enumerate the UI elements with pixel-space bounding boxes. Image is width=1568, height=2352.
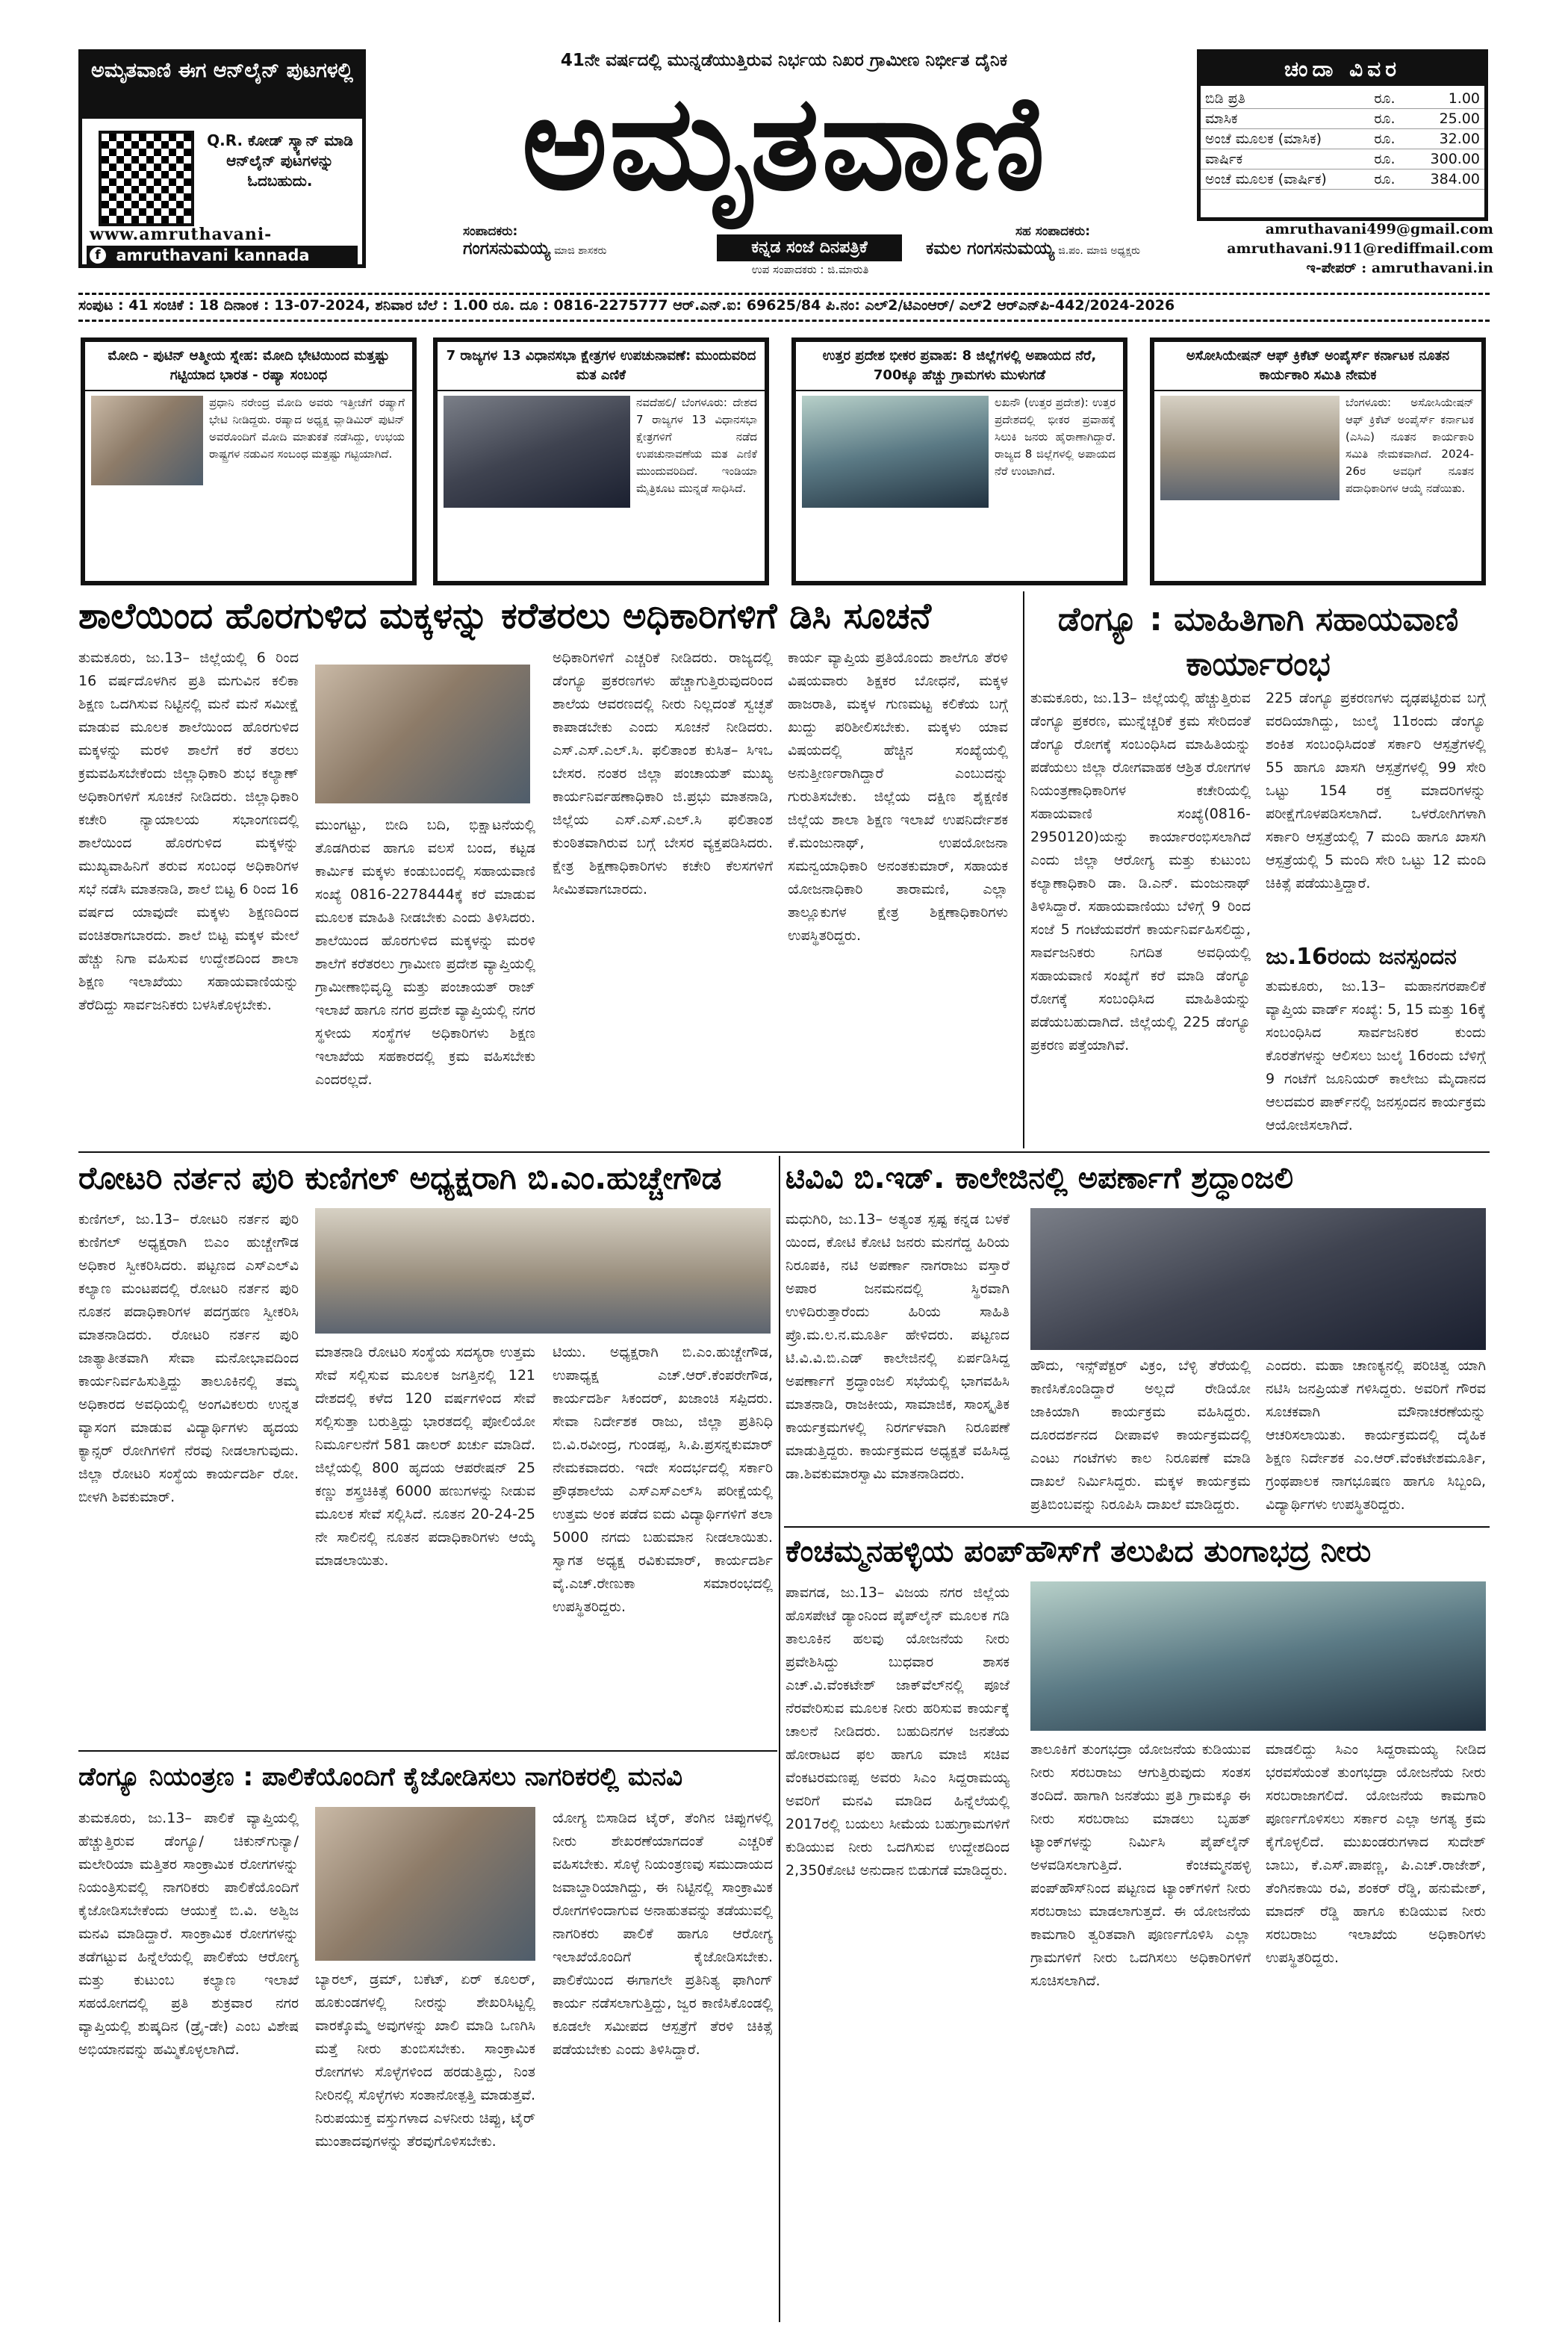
- strip-story-photo: [802, 396, 989, 508]
- article-5-col-3: ಎಂದರು. ಮಹಾ ಚಾಣಕ್ಯನಲ್ಲಿ ಪರಿಚಿತ್ವ ಯಾಗಿ ನಟಿಸಿ ಜನಪ್ರಿಯತೆ ಗಳಿಸಿದ್ದರು. ಅವರಿಗೆ ಗೌರವ ಸೂಚಕವಾಗಿ ಮೌನಾಚರಣೆಯನ್ನು ಆಚರಿಸಲಾಯಿತು. ಕಾರ್ಯಕ್ರಮದಲ್ಲಿ ದೈಹಿಕ ಶಿಕ್ಷಣ ನಿರ್ದೇಶಕ ಎಂ.ಆರ್.ವೆಂಕಟೇಶಮೂರ್ತಿ, ಗ್ರಂಥಪಾಲಕ ನಾಗಭೂಷಣ ಹಾಗೂ ಸಿಬ್ಬಂದಿ, ವಿದ್ಯಾರ್ಥಿಗಳು ಉಪಸ್ಥಿತರಿದ್ದರು.: [1266, 1357, 1486, 1513]
- strip-story-title: 7 ರಾಜ್ಯಗಳ 13 ವಿಧಾನಸಭಾ ಕ್ಷೇತ್ರಗಳ ಉಪಚುನಾವಣೆ: ಮುಂದುವರಿದ ಮತ ಎಣಿಕೆ: [438, 342, 765, 391]
- article-2-col-1: ಕುಣಿಗಲ್, ಜು.13– ರೋಟರಿ ನರ್ತನ ಪುರಿ ಕುಣಿಗಲ್ ಅಧ್ಯಕ್ಷರಾಗಿ ಬಿಎಂ ಹುಚ್ಚೇಗೌಡ ಅಧಿಕಾರ ಸ್ವೀಕರಿಸಿದರು. ಪಟ್ಟಣದ ಎಸ್‌ಎಲ್‌ವಿ ಕಲ್ಯಾಣ ಮಂಟಪದಲ್ಲಿ ರೋಟರಿ ನರ್ತನ ಪುರಿ ನೂತನ ಪದಾಧಿಕಾರಿಗಳ ಪದಗ್ರಹಣ ಸ್ವೀಕರಿಸಿ ಮಾತನಾಡಿದರು. ರೋಟರಿ ನರ್ತನ ಪುರಿ ಜಾತ್ಯಾತೀತವಾಗಿ ಸೇವಾ ಮನೋಭಾವದಿಂದ ಕಾರ್ಯನಿರ್ವಹಿಸುತ್ತಿದ್ದು ತಾಲೂಕಿನಲ್ಲಿ ತಮ್ಮ ಅಧಿಕಾರದ ಅವಧಿಯಲ್ಲಿ ಅಂಗವಿಕಲರು ಉನ್ನತ ವ್ಯಾಸಂಗ ಮಾಡುವ ವಿದ್ಯಾರ್ಥಿಗಳು ಹೃದಯ ಕ್ಯಾನ್ಸರ್ ರೋಗಿಗಳಿಗೆ ನೆರವು ನೀಡಲಾಗುವುದು. ಜಿಲ್ಲಾ ರೋಟರಿ ಸಂಸ್ಥೆಯ ಕಾರ್ಯದರ್ಶಿ ರೋ. ಬೀಳಗಿ ಶಿವಕುಮಾರ್.: [78, 1211, 299, 1505]
- strip-story-1[interactable]: [81, 337, 417, 585]
- co-editor-block: [926, 224, 1202, 258]
- strip-story-text: ಲಖನೌ (ಉತ್ತರ ಪ್ರದೇಶ): ಉತ್ತರ ಪ್ರದೇಶದಲ್ಲಿ ಭೀಕರ ಪ್ರವಾಹಕ್ಕೆ ಸಿಲುಕಿ ಜನರು ಹೈರಾಣಾಗಿದ್ದಾರೆ. ರಾಜ್ಯದ 8 ಜಿಲ್ಲೆಗಳಲ್ಲಿ ಅಪಾಯದ ನೆರೆ ಉಂಟಾಗಿದೆ.: [995, 396, 1116, 478]
- article-1-col-3: ಅಧಿಕಾರಿಗಳಿಗೆ ಎಚ್ಚರಿಕೆ ನೀಡಿದರು. ರಾಜ್ಯದಲ್ಲಿ ಡೆಂಗ್ಯೂ ಪ್ರಕರಣಗಳು ಹೆಚ್ಚಾಗುತ್ತಿರುವುದರಿಂದ ಶಾಲೆಯ ಆವರಣದಲ್ಲಿ ನೀರು ನಿಲ್ಲದಂತೆ ಸ್ವಚ್ಛತೆ ಕಾಪಾಡಬೇಕು ಎಂದು ಸೂಚನೆ ನೀಡಿದರು. ಎಸ್.ಎಸ್.ಎಲ್.ಸಿ. ಫಲಿತಾಂಶ ಕುಸಿತ– ಸಿಇಒ ಬೇಸರ. ನಂತರ ಜಿಲ್ಲಾ ಪಂಚಾಯತ್ ಮುಖ್ಯ ಕಾರ್ಯನಿರ್ವಹಣಾಧಿಕಾರಿ ಜಿ.ಪ್ರಭು ಮಾತನಾಡಿ, ಜಿಲ್ಲೆಯ ಎಸ್.ಎಸ್.ಎಲ್.ಸಿ ಫಲಿತಾಂಶ ಕುಂಠಿತವಾಗಿರುವ ಬಗ್ಗೆ ಬೇಸರ ವ್ಯಕ್ತಪಡಿಸಿದರು. ಕ್ಷೇತ್ರ ಶಿಕ್ಷಣಾಧಿಕಾರಿಗಳು ಕಚೇರಿ ಕೆಲಸಗಳಿಗೆ ಸೀಮಿತವಾಗಬಾರದು.: [553, 650, 773, 897]
- editor-label: ಸಂಪಾದಕರು:: [463, 224, 518, 239]
- subscription-label: ಅಂಚೆ ಮೂಲಕ (ವಾರ್ಷಿಕ): [1201, 169, 1369, 190]
- subscription-label: ಮಾಸಿಕ: [1201, 109, 1369, 129]
- section-divider: [78, 1151, 1490, 1153]
- subscription-label: ಅಂಚೆ ಮೂಲಕ (ಮಾಸಿಕ): [1201, 129, 1369, 149]
- strip-story-title: ಉತ್ತರ ಪ್ರದೇಶ ಭೀಕರ ಪ್ರವಾಹ: 8 ಜಿಲ್ಲೆಗಳಲ್ಲಿ ಅಪಾಯದ ನೆರೆ, 700ಕ್ಕೂ ಹೆಚ್ಚು ಗ್ರಾಮಗಳು ಮುಳುಗಡೆ: [796, 342, 1123, 391]
- article-6-headline[interactable]: ಕೆಂಚಮ್ಮನಹಳ್ಳಿಯ ಪಂಪ್‌ಹೌಸ್‌ಗೆ ತಲುಪಿದ ತುಂಗಾಭದ್ರ ನೀರು: [785, 1534, 1372, 1569]
- section-divider: [78, 1750, 777, 1752]
- column-divider: [779, 1156, 780, 2322]
- article-2-photo: [315, 1208, 771, 1334]
- co-editor-note: ಜಿ.ಪಂ. ಮಾಜಿ ಅಧ್ಯಕ್ಷರು: [1058, 245, 1141, 257]
- article-1-col-4: ಕಾರ್ಯ ವ್ಯಾಪ್ತಿಯ ಪ್ರತಿಯೊಂದು ಶಾಲೆಗೂ ತೆರಳಿ ವಿಷಯವಾರು ಶಿಕ್ಷಕರ ಬೋಧನೆ, ಮಕ್ಕಳ ಹಾಜರಾತಿ, ಮಕ್ಕಳ ಗುಣಮಟ್ಟ ಕಲಿಕೆಯ ಬಗ್ಗೆ ಖುದ್ದು ಪರಿಶೀಲಿಸಬೇಕು. ಮಕ್ಕಳು ಯಾವ ವಿಷಯದಲ್ಲಿ ಹೆಚ್ಚಿನ ಸಂಖ್ಯೆಯಲ್ಲಿ ಅನುತ್ತೀರ್ಣರಾಗಿದ್ದಾರೆ ಎಂಬುದನ್ನು ಗುರುತಿಸಬೇಕು. ಜಿಲ್ಲೆಯ ದಕ್ಷಿಣ ಶೈಕ್ಷಣಿಕ ಜಿಲ್ಲೆಯ ಶಾಲಾ ಶಿಕ್ಷಣ ಇಲಾಖೆ ಉಪನಿರ್ದೇಶಕ ಕೆ.ಮಂಜುನಾಥ್, ಉಪಯೋಜನಾ ಸಮನ್ವಯಾಧಿಕಾರಿ ಅನಂತಕುಮಾರ್, ಸಹಾಯಕ ಯೋಜನಾಧಿಕಾರಿ ತಾರಾಮಣಿ, ಎಲ್ಲಾ ತಾಲ್ಲೂಕುಗಳ ಕ್ಷೇತ್ರ ಶಿಕ್ಷಣಾಧಿಕಾರಿಗಳು ಉಪಸ್ಥಿತರಿದ್ದರು.: [788, 650, 1008, 944]
- column-divider: [1023, 591, 1024, 1148]
- subscription-row: [1201, 89, 1484, 109]
- article-5-headline[interactable]: ಟಿವಿವಿ ಬಿ.ಇಡ್. ಕಾಲೇಜಿನಲ್ಲಿ ಅಪರ್ಣಾಗೆ ಶ್ರದ್ಧಾಂಜಲಿ: [785, 1161, 1294, 1195]
- epaper-link[interactable]: ಇ-ಪೇಪರ್ : amruthavani.in: [1306, 260, 1493, 276]
- article-3-col-3: ಯೋಗ್ಯ ಬಿಸಾಡಿದ ಟೈರ್, ತೆಂಗಿನ ಚಿಪ್ಪುಗಳಲ್ಲಿ ನೀರು ಶೇಖರಣೆಯಾಗದಂತೆ ಎಚ್ಚರಿಕೆ ವಹಿಸಬೇಕು. ಸೊಳ್ಳೆ ನಿಯಂತ್ರಣವು ಸಮುದಾಯದ ಜವಾಬ್ದಾರಿಯಾಗಿದ್ದು, ಈ ನಿಟ್ಟಿನಲ್ಲಿ ಸಾಂಕ್ರಾಮಿಕ ರೋಗಗಳಿಂದಾಗುವ ಅನಾಹುತವನ್ನು ತಡೆಯುವಲ್ಲಿ ನಾಗರಿಕರು ಪಾಲಿಕೆ ಹಾಗೂ ಆರೋಗ್ಯ ಇಲಾಖೆಯೊಂದಿಗೆ ಕೈಜೋಡಿಸಬೇಕು. ಪಾಲಿಕೆಯಿಂದ ಈಗಾಗಲೇ ಪ್ರತಿನಿತ್ಯ ಫಾಗಿಂಗ್ ಕಾರ್ಯ ನಡೆಸಲಾಗುತ್ತಿದ್ದು, ಜ್ವರ ಕಾಣಿಸಿಕೊಂಡಲ್ಲಿ ಕೂಡಲೇ ಸಮೀಪದ ಆಸ್ಪತ್ರೆಗೆ ತೆರಳಿ ಚಿಕಿತ್ಸೆ ಪಡೆಯಬೇಕು ಎಂದು ತಿಳಿಸಿದ್ದಾರೆ.: [553, 1810, 773, 2058]
- subscription-cur: ರೂ.: [1369, 169, 1408, 190]
- qr-promo-box: [78, 49, 366, 268]
- article-4-sub-text: ತುಮಕೂರು, ಜು.13– ಮಹಾನಗರಪಾಲಿಕೆ ವ್ಯಾಪ್ತಿಯ ವಾರ್ಡ್ ಸಂಖ್ಯೆ: 5, 15 ಮತ್ತು 16ಕ್ಕೆ ಸಂಬಂಧಿಸಿದ ಸಾರ್ವಜನಿಕರ ಕುಂದು ಕೊರತೆಗಳನ್ನು ಆಲಿಸಲು ಜುಲೈ 16ರಂದು ಬೆಳಿಗ್ಗೆ 9 ಗಂಟೆಗೆ ಜೂನಿಯರ್ ಕಾಲೇಜು ಮೈದಾನದ ಆಲದಮರ ಪಾರ್ಕ್‌ನಲ್ಲಿ ಜನಸ್ಪಂದನ ಕಾರ್ಯಕ್ರಮ ಆಯೋಜಿಸಲಾಗಿದೆ.: [1266, 978, 1486, 1133]
- strip-story-title: ಮೋದಿ - ಪುಟಿನ್ ಆತ್ಮೀಯ ಸ್ನೇಹ: ಮೋದಿ ಭೇಟಿಯಿಂದ ಮತ್ತಷ್ಟು ಗಟ್ಟಿಯಾದ ಭಾರತ - ರಷ್ಯಾ ಸಂಬಂಧ: [85, 342, 412, 391]
- strip-story-text: ನವದೆಹಲಿ/ ಬೆಂಗಳೂರು: ದೇಶದ 7 ರಾಜ್ಯಗಳ 13 ವಿಧಾನಸಭಾ ಕ್ಷೇತ್ರಗಳಿಗೆ ನಡೆದ ಉಪಚುನಾವಣೆಯ ಮತ ಎಣಿಕೆ ಮುಂದುವರಿದಿದೆ. ಇಂಡಿಯಾ ಮೈತ್ರಿಕೂಟ ಮುನ್ನಡೆ ಸಾಧಿಸಿದೆ.: [636, 396, 757, 495]
- article-6-col-1: ಪಾವಗಡ, ಜು.13– ವಿಜಯ ನಗರ ಜಿಲ್ಲೆಯ ಹೊಸಪೇಟೆ ಡ್ಯಾಂನಿಂದ ಪೈಪ್‌ಲೈನ್ ಮೂಲಕ ಗಡಿ ತಾಲೂಕಿನ ಹಲವು ಯೋಜನೆಯ ನೀರು ಪ್ರವೇಶಿಸಿದ್ದು ಬುಧವಾರ ಶಾಸಕ ಎಚ್.ವಿ.ವೆಂಕಟೇಶ್ ಜಾಕ್‌ವೆಲ್‌ನಲ್ಲಿ ಪೂಜೆ ನೆರವೇರಿಸುವ ಮೂಲಕ ನೀರು ಹರಿಸುವ ಕಾರ್ಯಕ್ಕೆ ಚಾಲನೆ ನೀಡಿದರು. ಬಹುದಿನಗಳ ಜನತೆಯ ಹೋರಾಟದ ಫಲ ಹಾಗೂ ಮಾಜಿ ಸಚಿವ ವೆಂಕಟರಮಣಪ್ಪ ಅವರು ಸಿಎಂ ಸಿದ್ದರಾಮಯ್ಯ ಅವರಿಗೆ ಮನವಿ ಮಾಡಿದ ಹಿನ್ನೆಲೆಯಲ್ಲಿ 2017ರಲ್ಲಿ ಬಯಲು ಸೀಮೆಯ ಬಹುಗ್ರಾಮಗಳಿಗೆ ಕುಡಿಯುವ ನೀರು ಒದಗಿಸುವ ಉದ್ದೇಶದಿಂದ 2,350ಕೋಟಿ ಅನುದಾನ ಬಿಡುಗಡೆ ಮಾಡಿದ್ದರು.: [785, 1584, 1009, 1879]
- article-1-headline[interactable]: ಶಾಲೆಯಿಂದ ಹೊರಗುಳಿದ ಮಕ್ಕಳನ್ನು ಕರೆತರಲು ಅಧಿಕಾರಿಗಳಿಗೆ ಡಿಸಿ ಸೂಚನೆ: [78, 595, 932, 637]
- website-link[interactable]: www.amruthavani-: [90, 225, 273, 244]
- subscription-cur: ರೂ.: [1369, 89, 1408, 109]
- email-1[interactable]: amruthavani499@gmail.com: [1265, 221, 1493, 237]
- subscription-cur: ರೂ.: [1369, 109, 1408, 129]
- article-3-headline[interactable]: ಡೆಂಗ್ಯೂ ನಿಯಂತ್ರಣ : ಪಾಲಿಕೆಯೊಂದಿಗೆ ಕೈಜೋಡಿಸಲು ನಾಗರಿಕರಲ್ಲಿ ಮನವಿ: [78, 1762, 683, 1792]
- email-2[interactable]: amruthavani.911@rediffmail.com: [1227, 240, 1493, 257]
- article-2-col-3: ಟಿಯು. ಅಧ್ಯಕ್ಷರಾಗಿ ಬಿ.ಎಂ.ಹುಚ್ಚೇಗೌಡ, ಉಪಾಧ್ಯಕ್ಷ ಎಚ್.ಆರ್.ಕೆಂಪರೇಗೌಡ, ಕಾರ್ಯದರ್ಶಿ ಸಿಕಂದರ್, ಖಜಾಂಚಿ ಸಪ್ಪಿದರು. ಸೇವಾ ನಿರ್ದೇಶಕ ರಾಜು, ಜಿಲ್ಲಾ ಪ್ರತಿನಿಧಿ ಬಿ.ವಿ.ರವೀಂದ್ರ, ಗುಂಡಪ್ಪ, ಸಿ.ಪಿ.ಪ್ರಸನ್ನಕುಮಾರ್ ನೇಮಕವಾದರು. ಇದೇ ಸಂದರ್ಭದಲ್ಲಿ ಸರ್ಕಾರಿ ಪ್ರೌಢಶಾಲೆಯ ಎಸ್‌ಎಸ್‌ಎಲ್‌ಸಿ ಪರೀಕ್ಷೆಯಲ್ಲಿ ಉತ್ತಮ ಅಂಕ ಪಡೆದ ಐದು ವಿದ್ಯಾರ್ಥಿಗಳಿಗೆ ತಲಾ 5000 ನಗದು ಬಹುಮಾನ ನೀಡಲಾಯಿತು. ಸ್ವಾಗತ ಅಧ್ಯಕ್ಷ ರವಿಕುಮಾರ್, ಕಾರ್ಯದರ್ಶಿ ವೈ.ಎಚ್.ರೇಣುಕಾ ಸಮಾರಂಭದಲ್ಲಿ ಉಪಸ್ಥಿತರಿದ್ದರು.: [553, 1344, 773, 1615]
- subscription-amount: 300.00: [1408, 149, 1484, 169]
- article-6-col-2: ತಾಲೂಕಿಗೆ ತುಂಗಭದ್ರಾ ಯೋಜನೆಯ ಕುಡಿಯುವ ನೀರು ಸರಬರಾಜು ಆಗುತ್ತಿರುವುದು ಸಂತಸ ತಂದಿದೆ. ಹಾಗಾಗಿ ಜನತೆಯು ಪ್ರತಿ ಗ್ರಾಮಕ್ಕೂ ಈ ನೀರು ಸರಬರಾಜು ಮಾಡಲು ಬೃಹತ್ ಟ್ಯಾಂಕ್‌ಗಳನ್ನು ನಿರ್ಮಿಸಿ ಪೈಪ್‌ಲೈನ್ ಅಳವಡಿಸಲಾಗುತ್ತಿದೆ. ಕೆಂಚಮ್ಮನಹಳ್ಳಿ ಪಂಪ್‌ಹೌಸ್‌ನಿಂದ ಪಟ್ಟಣದ ಟ್ಯಾಂಕ್‌ಗಳಿಗೆ ನೀರು ಸರಬರಾಜು ಮಾಡಲಾಗುತ್ತದೆ. ಈ ಯೋಜನೆಯ ಕಾಮಗಾರಿ ತ್ವರಿತವಾಗಿ ಪೂರ್ಣಗೊಳಿಸಿ ಎಲ್ಲಾ ಗ್ರಾಮಗಳಿಗೆ ನೀರು ಒದಗಿಸಲು ಅಧಿಕಾರಿಗಳಿಗೆ ಸೂಚಿಸಲಾಗಿದೆ.: [1030, 1741, 1251, 1989]
- article-6-col-3: ಮಾಡಲಿದ್ದು ಸಿಎಂ ಸಿದ್ದರಾಮಯ್ಯ ನೀಡಿದ ಭರವಸೆಯಂತೆ ತುಂಗಭದ್ರಾ ಯೋಜನೆಯ ನೀರು ಸರಬರಾಜಾಗಲಿದೆ. ಯೋಜನೆಯ ಕಾಮಗಾರಿ ಪೂರ್ಣಗೊಳಿಸಲು ಸರ್ಕಾರ ಎಲ್ಲಾ ಅಗತ್ಯ ಕ್ರಮ ಕೈಗೊಳ್ಳಲಿದೆ. ಮುಖಂಡರುಗಳಾದ ಸುದೇಶ್ ಬಾಬು, ಕೆ.ಎಸ್.ಪಾಪಣ್ಣ, ಪಿ.ಎಚ್.ರಾಜೇಶ್, ತೆಂಗಿನಕಾಯಿ ರವಿ, ಶಂಕರ್ ರೆಡ್ಡಿ, ಹನುಮೇಶ್, ಮಾದನ್ ರೆಡ್ಡಿ ಹಾಗೂ ಕುಡಿಯುವ ನೀರು ಸರಬರಾಜು ಇಲಾಖೆಯ ಅಧಿಕಾರಿಗಳು ಉಪಸ್ಥಿತರಿದ್ದರು.: [1266, 1741, 1486, 1966]
- article-3-col-1: ತುಮಕೂರು, ಜು.13– ಪಾಲಿಕೆ ವ್ಯಾಪ್ತಿಯಲ್ಲಿ ಹೆಚ್ಚುತ್ತಿರುವ ಡೆಂಗ್ಯೂ/ ಚಿಕುನ್‌ಗುನ್ಯಾ/ ಮಲೇರಿಯಾ ಮತ್ತಿತರ ಸಾಂಕ್ರಾಮಿಕ ರೋಗಗಳನ್ನು ನಿಯಂತ್ರಿಸುವಲ್ಲಿ ನಾಗರಿಕರು ಪಾಲಿಕೆಯೊಂದಿಗೆ ಕೈಜೋಡಿಸಬೇಕೆಂದು ಆಯುಕ್ತೆ ಬಿ.ವಿ. ಅಶ್ವಿಜ ಮನವಿ ಮಾಡಿದ್ದಾರೆ. ಸಾಂಕ್ರಾಮಿಕ ರೋಗಗಳನ್ನು ತಡೆಗಟ್ಟುವ ಹಿನ್ನೆಲೆಯಲ್ಲಿ ಪಾಲಿಕೆಯ ಆರೋಗ್ಯ ಮತ್ತು ಕುಟುಂಬ ಕಲ್ಯಾಣ ಇಲಾಖೆ ಸಹಯೋಗದಲ್ಲಿ ಪ್ರತಿ ಶುಕ್ರವಾರ ನಗರ ವ್ಯಾಪ್ತಿಯಲ್ಲಿ ಶುಷ್ಕದಿನ (ಡ್ರೈ-ಡೇ) ಎಂಬ ವಿಶೇಷ ಅಭಿಯಾನವನ್ನು ಹಮ್ಮಿಕೊಳ್ಳಲಾಗಿದೆ.: [78, 1810, 299, 2058]
- subscription-amount: 384.00: [1408, 169, 1484, 190]
- facebook-handle: amruthavani kannada: [116, 246, 310, 264]
- article-5-col-1: ಮಧುಗಿರಿ, ಜು.13– ಅತ್ಯಂತ ಸ್ಪಷ್ಟ ಕನ್ನಡ ಬಳಕೆ ಯಿಂದ, ಕೋಟಿ ಕೋಟಿ ಜನರು ಮನಗೆದ್ದ ಹಿರಿಯ ನಿರೂಪಕಿ, ನಟಿ ಅಪರ್ಣಾ ನಾಗರಾಜು ವಸ್ತಾರೆ ಅಪಾರ ಜನಮನದಲ್ಲಿ ಸ್ಥಿರವಾಗಿ ಉಳಿದಿರುತ್ತಾರೆಂದು ಹಿರಿಯ ಸಾಹಿತಿ ಪ್ರೊ.ಮ.ಲ.ನ.ಮೂರ್ತಿ ಹೇಳಿದರು. ಪಟ್ಟಣದ ಟಿ.ವಿ.ವಿ.ಬಿ.ಎಡ್ ಕಾಲೇಜಿನಲ್ಲಿ ಏರ್ಪಡಿಸಿದ್ದ ಅಪರ್ಣಾಗೆ ಶ್ರದ್ಧಾಂಜಲಿ ಸಭೆಯಲ್ಲಿ ಭಾಗವಹಿಸಿ ಮಾತನಾಡಿ, ರಾಜಕೀಯ, ಸಾಮಾಜಿಕ, ಸಾಂಸ್ಕೃತಿಕ ಕಾರ್ಯಕ್ರಮಗಳಲ್ಲಿ ನಿರರ್ಗಳವಾಗಿ ನಿರೂಪಣೆ ಮಾಡುತ್ತಿದ್ದರು. ಕಾರ್ಯಕ್ರಮದ ಅಧ್ಯಕ್ಷತೆ ವಹಿಸಿದ್ದ ಡಾ.ಶಿವಕುಮಾರಸ್ವಾಮಿ ಮಾತನಾಡಿದರು.: [785, 1211, 1009, 1482]
- strip-story-text: ಬೆಂಗಳೂರು: ಅಸೋಸಿಯೇಷನ್ ಆಫ್ ಕ್ರಿಕೆಟ್ ಅಂಪೈರ್ಸ್ ಕರ್ನಾಟಕ (ಎಸಿಎ) ನೂತನ ಕಾರ್ಯಕಾರಿ ಸಮಿತಿ ನೇಮಕವಾಗಿದೆ. 2024-26ರ ಅವಧಿಗೆ ನೂತನ ಪದಾಧಿಕಾರಿಗಳ ಆಯ್ಕೆ ನಡೆಯಿತು.: [1345, 396, 1474, 495]
- editor-block: [463, 224, 709, 258]
- strip-story-2[interactable]: [433, 337, 769, 585]
- strip-story-photo: [444, 396, 630, 508]
- editor-note: ಮಾಜಿ ಶಾಸಕರು: [554, 245, 607, 257]
- article-4-headline[interactable]: ಡೆಂಗ್ಯೂ : ಮಾಹಿತಿಗಾಗಿ ಸಹಾಯವಾಣಿ ಕಾರ್ಯಾರಂಭ: [1057, 600, 1459, 683]
- subscription-table: [1201, 89, 1484, 190]
- editor-name: ಗಂಗಸನುಮಯ್ಯ: [463, 239, 551, 258]
- strip-story-photo: [91, 396, 203, 485]
- strip-story-photo: [1160, 396, 1340, 500]
- strip-story-3[interactable]: [791, 337, 1127, 585]
- dateline-rule-bottom: [78, 320, 1490, 322]
- subscription-amount: 32.00: [1408, 129, 1484, 149]
- article-2-col-2: ಮಾತನಾಡಿ ರೋಟರಿ ಸಂಸ್ಥೆಯ ಸದಸ್ಯರಾ ಉತ್ತಮ ಸೇವೆ ಸಲ್ಲಿಸುವ ಮೂಲಕ ಜಗತ್ತಿನಲ್ಲಿ 121 ದೇಶದಲ್ಲಿ ಕಳೆದ 120 ವರ್ಷಗಳಿಂದ ಸೇವೆ ಸಲ್ಲಿಸುತ್ತಾ ಬರುತ್ತಿದ್ದು ಭಾರತದಲ್ಲಿ ಪೋಲಿಯೋ ನಿರ್ಮೂಲನೆಗೆ 581 ಡಾಲರ್ ಖರ್ಚು ಮಾಡಿದೆ. ಜಿಲ್ಲೆಯಲ್ಲಿ 800 ಹೃದಯ ಆಪರೇಷನ್ 25 ಕಣ್ಣು ಶಸ್ತ್ರಚಿಕಿತ್ಸೆ 6000 ಹಣುಗಳನ್ನು ನೀಡುವ ಮೂಲಕ ಸೇವೆ ಸಲ್ಲಿಸಿದೆ. ನೂತನ 20-24-25 ನೇ ಸಾಲಿನಲ್ಲಿ ನೂತನ ಪದಾಧಿಕಾರಿಗಳು ಆಯ್ಕೆ ಮಾಡಲಾಯಿತು.: [315, 1344, 535, 1569]
- subscription-row: [1201, 169, 1484, 190]
- article-6-photo: [1030, 1581, 1486, 1731]
- article-3-photo: [315, 1807, 535, 1961]
- qr-code-icon[interactable]: [99, 131, 194, 226]
- article-1-photo: [315, 665, 530, 803]
- strip-story-text: ಪ್ರಧಾನಿ ನರೇಂದ್ರ ಮೋದಿ ಅವರು ಇತ್ತೀಚೆಗೆ ರಷ್ಯಾಗೆ ಭೇಟಿ ನೀಡಿದ್ದರು. ರಷ್ಯಾದ ಅಧ್ಯಕ್ಷ ವ್ಲಾಡಿಮಿರ್ ಪುಟಿನ್ ಅವರೊಂದಿಗೆ ಮೋದಿ ಮಾತುಕತೆ ನಡೆಸಿದ್ದು, ಉಭಯ ರಾಷ್ಟ್ರಗಳ ನಡುವಿನ ಸಂಬಂಧ ಮತ್ತಷ್ಟು ಗಟ್ಟಿಯಾಗಿದೆ.: [209, 396, 405, 461]
- subscription-amount: 25.00: [1408, 109, 1484, 129]
- article-5-photo: [1030, 1208, 1486, 1350]
- subscription-row: [1201, 149, 1484, 169]
- masthead-tagline: 41ನೇ ವರ್ಷದಲ್ಲಿ ಮುನ್ನಡೆಯುತ್ತಿರುವ ನಿರ್ಭಯ ನಿಖರ ಗ್ರಾಮೀಣ ನಿರ್ಭೀತ ದೈನಿಕ: [560, 51, 1008, 70]
- article-3-col-2: ಬ್ಯಾರಲ್, ಡ್ರಮ್, ಬಕೆಟ್, ಏರ್ ಕೂಲರ್, ಹೂಕುಂಡಗಳಲ್ಲಿ ನೀರನ್ನು ಶೇಖರಿಸಿಟ್ಟಲ್ಲಿ ವಾರಕ್ಕೊಮ್ಮೆ ಅವುಗಳನ್ನು ಖಾಲಿ ಮಾಡಿ ಒಣಗಿಸಿ ಮತ್ತೆ ನೀರು ತುಂಬಿಸಬೇಕು. ಸಾಂಕ್ರಾಮಿಕ ರೋಗಗಳು ಸೊಳ್ಳೆಗಳಿಂದ ಹರಡುತ್ತಿದ್ದು, ನಿಂತ ನೀರಿನಲ್ಲಿ ಸೊಳ್ಳೆಗಳು ಸಂತಾನೋತ್ಪತ್ತಿ ಮಾಡುತ್ತವೆ. ನಿರುಪಯುಕ್ತ ವಸ್ತುಗಳಾದ ಎಳನೀರು ಚಿಪ್ಪು, ಟೈರ್ ಮುಂತಾದವುಗಳನ್ನು ತೆರವುಗೊಳಿಸಬೇಕು.: [315, 1971, 535, 2150]
- subscription-label: ವಾರ್ಷಿಕ: [1201, 149, 1369, 169]
- subscription-amount: 1.00: [1408, 89, 1484, 109]
- section-divider: [784, 1526, 1490, 1528]
- article-1-col-1: ತುಮಕೂರು, ಜು.13– ಜಿಲ್ಲೆಯಲ್ಲಿ 6 ರಿಂದ 16 ವರ್ಷದೊಳಗಿನ ಪ್ರತಿ ಮಗುವಿನ ಕಲಿಕಾ ಶಿಕ್ಷಣ ಒದಗಿಸುವ ನಿಟ್ಟಿನಲ್ಲಿ ಮನೆ ಮನೆ ಸಮೀಕ್ಷೆ ಮಾಡುವ ಮೂಲಕ ಶಾಲೆಯಿಂದ ಹೊರಗುಳಿದ ಮಕ್ಕಳನ್ನು ಮರಳಿ ಶಾಲೆಗೆ ಕರೆ ತರಲು ಕ್ರಮವಹಿಸಬೇಕೆಂದು ಜಿಲ್ಲಾಧಿಕಾರಿ ಶುಭ ಕಲ್ಯಾಣ್ ಅಧಿಕಾರಿಗಳಿಗೆ ಸೂಚನೆ ನೀಡಿದರು. ಜಿಲ್ಲಾಧಿಕಾರಿ ಕಚೇರಿ ನ್ಯಾಯಾಲಯ ಸಭಾಂಗಣದಲ್ಲಿ ಶಾಲೆಯಿಂದ ಹೊರಗುಳಿದ ಮಕ್ಕಳನ್ನು ಮುಖ್ಯವಾಹಿನಿಗೆ ತರುವ ಸಂಬಂಧ ಅಧಿಕಾರಿಗಳ ಸಭೆ ನಡೆಸಿ ಮಾತನಾಡಿ, ಶಾಲೆ ಬಿಟ್ಟ 6 ರಿಂದ 16 ವರ್ಷದ ಯಾವುದೇ ಮಕ್ಕಳು ಶಿಕ್ಷಣದಿಂದ ವಂಚಿತರಾಗಬಾರದು. ಶಾಲೆ ಬಿಟ್ಟ ಮಕ್ಕಳ ಮೇಲೆ ಹೆಚ್ಚು ನಿಗಾ ವಹಿಸುವ ಉದ್ದೇಶದಿಂದ ಶಾಲಾ ಶಿಕ್ಷಣ ಇಲಾಖೆಯು ಸಹಾಯವಾಣಿಯನ್ನು ತೆರೆದಿದ್ದು ಸಾರ್ವಜನಿಕರು ಬಳಸಿಕೊಳ್ಳಬೇಕು.: [78, 650, 299, 1013]
- article-5-col-2: ಹೌದು, ಇನ್ಸ್‌ಪೆಕ್ಟರ್ ವಿಕ್ರಂ, ಬೆಳ್ಳಿ ತೆರೆಯಲ್ಲಿ ಕಾಣಿಸಿಕೊಂಡಿದ್ದಾರೆ ಅಲ್ಲದೆ ರೇಡಿಯೋ ಜಾಕಿಯಾಗಿ ಕಾರ್ಯಕ್ರಮ ವಹಿಸಿದ್ದರು. ದೂರದರ್ಶನದ ದೀಪಾವಳಿ ಕಾರ್ಯಕ್ರಮದಲ್ಲಿ ಎಂಟು ಗಂಟೆಗಳು ಕಾಲ ನಿರೂಪಣೆ ಮಾಡಿ ದಾಖಲೆ ನಿರ್ಮಿಸಿದ್ದರು. ಮಕ್ಕಳ ಕಾರ್ಯಕ್ರಮ ಪ್ರತಿಬಿಂಬವನ್ನು ನಿರೂಪಿಸಿ ದಾಖಲೆ ಮಾಡಿದ್ದರು.: [1030, 1357, 1251, 1513]
- masthead-title: ಅಮೃತವಾಣಿ: [521, 68, 1047, 220]
- article-1-col-2: ಮುಂಗಟ್ಟು, ಬೀದಿ ಬದಿ, ಭಿಕ್ಷಾಟನೆಯಲ್ಲಿ ತೊಡಗಿರುವ ಹಾಗೂ ವಲಸೆ ಬಂದ, ಕಟ್ಟಡ ಕಾರ್ಮಿಕ ಮಕ್ಕಳು ಕಂಡುಬಂದಲ್ಲಿ ಸಹಾಯವಾಣಿ ಸಂಖ್ಯೆ 0816-2278444ಕ್ಕೆ ಕರೆ ಮಾಡುವ ಮೂಲಕ ಮಾಹಿತಿ ನೀಡಬೇಕು ಎಂದು ತಿಳಿಸಿದರು. ಶಾಲೆಯಿಂದ ಹೊರಗುಳಿದ ಮಕ್ಕಳನ್ನು ಮರಳಿ ಶಾಲೆಗೆ ಕರೆತರಲು ಗ್ರಾಮೀಣ ಪ್ರದೇಶ ವ್ಯಾಪ್ತಿಯಲ್ಲಿ ಗ್ರಾಮೀಣಾಭಿವೃದ್ಧಿ ಮತ್ತು ಪಂಚಾಯತ್ ರಾಜ್ ಇಲಾಖೆ ಹಾಗೂ ನಗರ ಪ್ರದೇಶ ವ್ಯಾಪ್ತಿಯಲ್ಲಿ ನಗರ ಸ್ಥಳೀಯ ಸಂಸ್ಥೆಗಳ ಅಧಿಕಾರಿಗಳು ಶಿಕ್ಷಣ ಇಲಾಖೆಯ ಸಹಕಾರದಲ್ಲಿ ಕ್ರಮ ವಹಿಸಬೇಕು ಎಂದರಲ್ಲದೆ.: [315, 817, 535, 1088]
- subscription-label: ಬಿಡಿ ಪ್ರತಿ: [1201, 89, 1369, 109]
- subscription-box: [1197, 49, 1488, 221]
- subscription-row: [1201, 109, 1484, 129]
- assoc-editor: ಉಪ ಸಂಪಾದಕರು : ಜಿ.ಮಾರುತಿ: [751, 263, 869, 276]
- co-editor-label: ಸಹ ಸಂಪಾದಕರು:: [1015, 224, 1091, 239]
- facebook-bar[interactable]: [87, 246, 358, 265]
- strip-story-4[interactable]: [1150, 337, 1486, 585]
- subscription-row: [1201, 129, 1484, 149]
- masthead-subtitle: ಕನ್ನಡ ಸಂಜೆ ದಿನಪತ್ರಿಕೆ: [717, 234, 902, 261]
- subscription-title: ಚಂದಾ ವಿವರ: [1201, 53, 1484, 86]
- dateline-rule-top: [78, 293, 1490, 295]
- article-2-headline[interactable]: ರೋಟರಿ ನರ್ತನ ಪುರಿ ಕುಣಿಗಲ್ ಅಧ್ಯಕ್ಷರಾಗಿ ಬಿ.ಎಂ.ಹುಚ್ಚೇಗೌಡ: [78, 1160, 722, 1196]
- co-editor-name: ಕಮಲ ಗಂಗಸನುಮಯ್ಯ: [926, 239, 1055, 258]
- qr-promo-text: Q.R. ಕೋಡ್ ಸ್ಕ್ಯಾನ್ ಮಾಡಿ ಆನ್‌ಲೈನ್ ಪುಟಗಳನ್ನು ಓದಬಹುದು.: [207, 131, 353, 190]
- article-4-col-2: 225 ಡೆಂಗ್ಯೂ ಪ್ರಕರಣಗಳು ದೃಢಪಟ್ಟಿರುವ ಬಗ್ಗೆ ವರದಿಯಾಗಿದ್ದು, ಜುಲೈ 11ರಂದು ಡೆಂಗ್ಯೂ ಶಂಕಿತ ಸಂಬಂಧಿಸಿದಂತೆ ಸರ್ಕಾರಿ ಆಸ್ಪತ್ರೆಗಳಲ್ಲಿ 55 ಹಾಗೂ ಖಾಸಗಿ ಆಸ್ಪತ್ರೆಗಳಲ್ಲಿ 99 ಸೇರಿ ಒಟ್ಟು 154 ರಕ್ತ ಮಾದರಿಗಳನ್ನು ಪರೀಕ್ಷೆಗೊಳಪಡಿಸಲಾಗಿದೆ. ಒಳರೋಗಿಗಳಾಗಿ ಸರ್ಕಾರಿ ಆಸ್ಪತ್ರೆಯಲ್ಲಿ 7 ಮಂದಿ ಹಾಗೂ ಖಾಸಗಿ ಆಸ್ಪತ್ರೆಯಲ್ಲಿ 5 ಮಂದಿ ಸೇರಿ ಒಟ್ಟು 12 ಮಂದಿ ಚಿಕಿತ್ಸೆ ಪಡೆಯುತ್ತಿದ್ದಾರೆ.: [1266, 690, 1486, 892]
- article-4-col-1: ತುಮಕೂರು, ಜು.13– ಜಿಲ್ಲೆಯಲ್ಲಿ ಹೆಚ್ಚುತ್ತಿರುವ ಡೆಂಗ್ಯೂ ಪ್ರಕರಣ, ಮುನ್ನೆಚ್ಚರಿಕೆ ಕ್ರಮ ಸೇರಿದಂತೆ ಡೆಂಗ್ಯೂ ರೋಗಕ್ಕೆ ಸಂಬಂಧಿಸಿದ ಮಾಹಿತಿಯನ್ನು ಪಡೆಯಲು ಜಿಲ್ಲಾ ರೋಗವಾಹಕ ಆಶ್ರಿತ ರೋಗಗಳ ನಿಯಂತ್ರಣಾಧಿಕಾರಿಗಳ ಕಚೇರಿಯಲ್ಲಿ ಸಹಾಯವಾಣಿ ಸಂಖ್ಯೆ(0816-2950120)ಯನ್ನು ಕಾರ್ಯಾರಂಭಿಸಲಾಗಿದೆ ಎಂದು ಜಿಲ್ಲಾ ಆರೋಗ್ಯ ಮತ್ತು ಕುಟುಂಬ ಕಲ್ಯಾಣಾಧಿಕಾರಿ ಡಾ. ಡಿ.ಎನ್. ಮಂಜುನಾಥ್ ತಿಳಿಸಿದ್ದಾರೆ. ಸಹಾಯವಾಣಿಯು ಬೆಳಿಗ್ಗೆ 9 ರಿಂದ ಸಂಜೆ 5 ಗಂಟೆಯವರೆಗೆ ಕಾರ್ಯನಿರ್ವಹಿಸಲಿದ್ದು, ಸಾರ್ವಜನಿಕರು ನಿಗದಿತ ಅವಧಿಯಲ್ಲಿ ಸಹಾಯವಾಣಿ ಸಂಖ್ಯೆಗೆ ಕರೆ ಮಾಡಿ ಡೆಂಗ್ಯೂ ರೋಗಕ್ಕೆ ಸಂಬಂಧಿಸಿದ ಮಾಹಿತಿಯನ್ನು ಪಡೆಯಬಹುದಾಗಿದೆ. ಜಿಲ್ಲೆಯಲ್ಲಿ 225 ಡೆಂಗ್ಯೂ ಪ್ರಕರಣ ಪತ್ತೆಯಾಗಿವೆ.: [1030, 690, 1251, 1054]
- article-4-sub-headline[interactable]: ಜು.16ರಂದು ಜನಸ್ಪಂದನ: [1266, 944, 1457, 970]
- subscription-cur: ರೂ.: [1369, 129, 1408, 149]
- facebook-icon: f: [90, 247, 106, 264]
- dateline: ಸಂಪುಟ : 41 ಸಂಚಿಕೆ : 18 ದಿನಾಂಕ : 13-07-2024, ಶನಿವಾರ ಬೆಲೆ : 1.00 ರೂ. ದೂ : 0816-2275777 ಆರ್.ಎನ್.ಐ: 69625/84 ಪಿ.ನಂ: ಎಲ್2/ಟಿಎಂಆರ್/ ಎಲ್2 ಆರ್‌ಎನ್‌ಪಿ-442/2024-2026: [78, 297, 1175, 314]
- qr-promo-title: ಅಮೃತವಾಣಿ ಈಗ ಆನ್‌ಲೈನ್ ಪುಟಗಳಲ್ಲಿ: [82, 53, 362, 119]
- strip-story-title: ಅಸೋಸಿಯೇಷನ್ ಆಫ್ ಕ್ರಿಕೆಟ್ ಅಂಪೈರ್ಸ್ ಕರ್ನಾಟಕ ನೂತನ ಕಾರ್ಯಕಾರಿ ಸಮಿತಿ ನೇಮಕ: [1154, 342, 1481, 391]
- subscription-cur: ರೂ.: [1369, 149, 1408, 169]
